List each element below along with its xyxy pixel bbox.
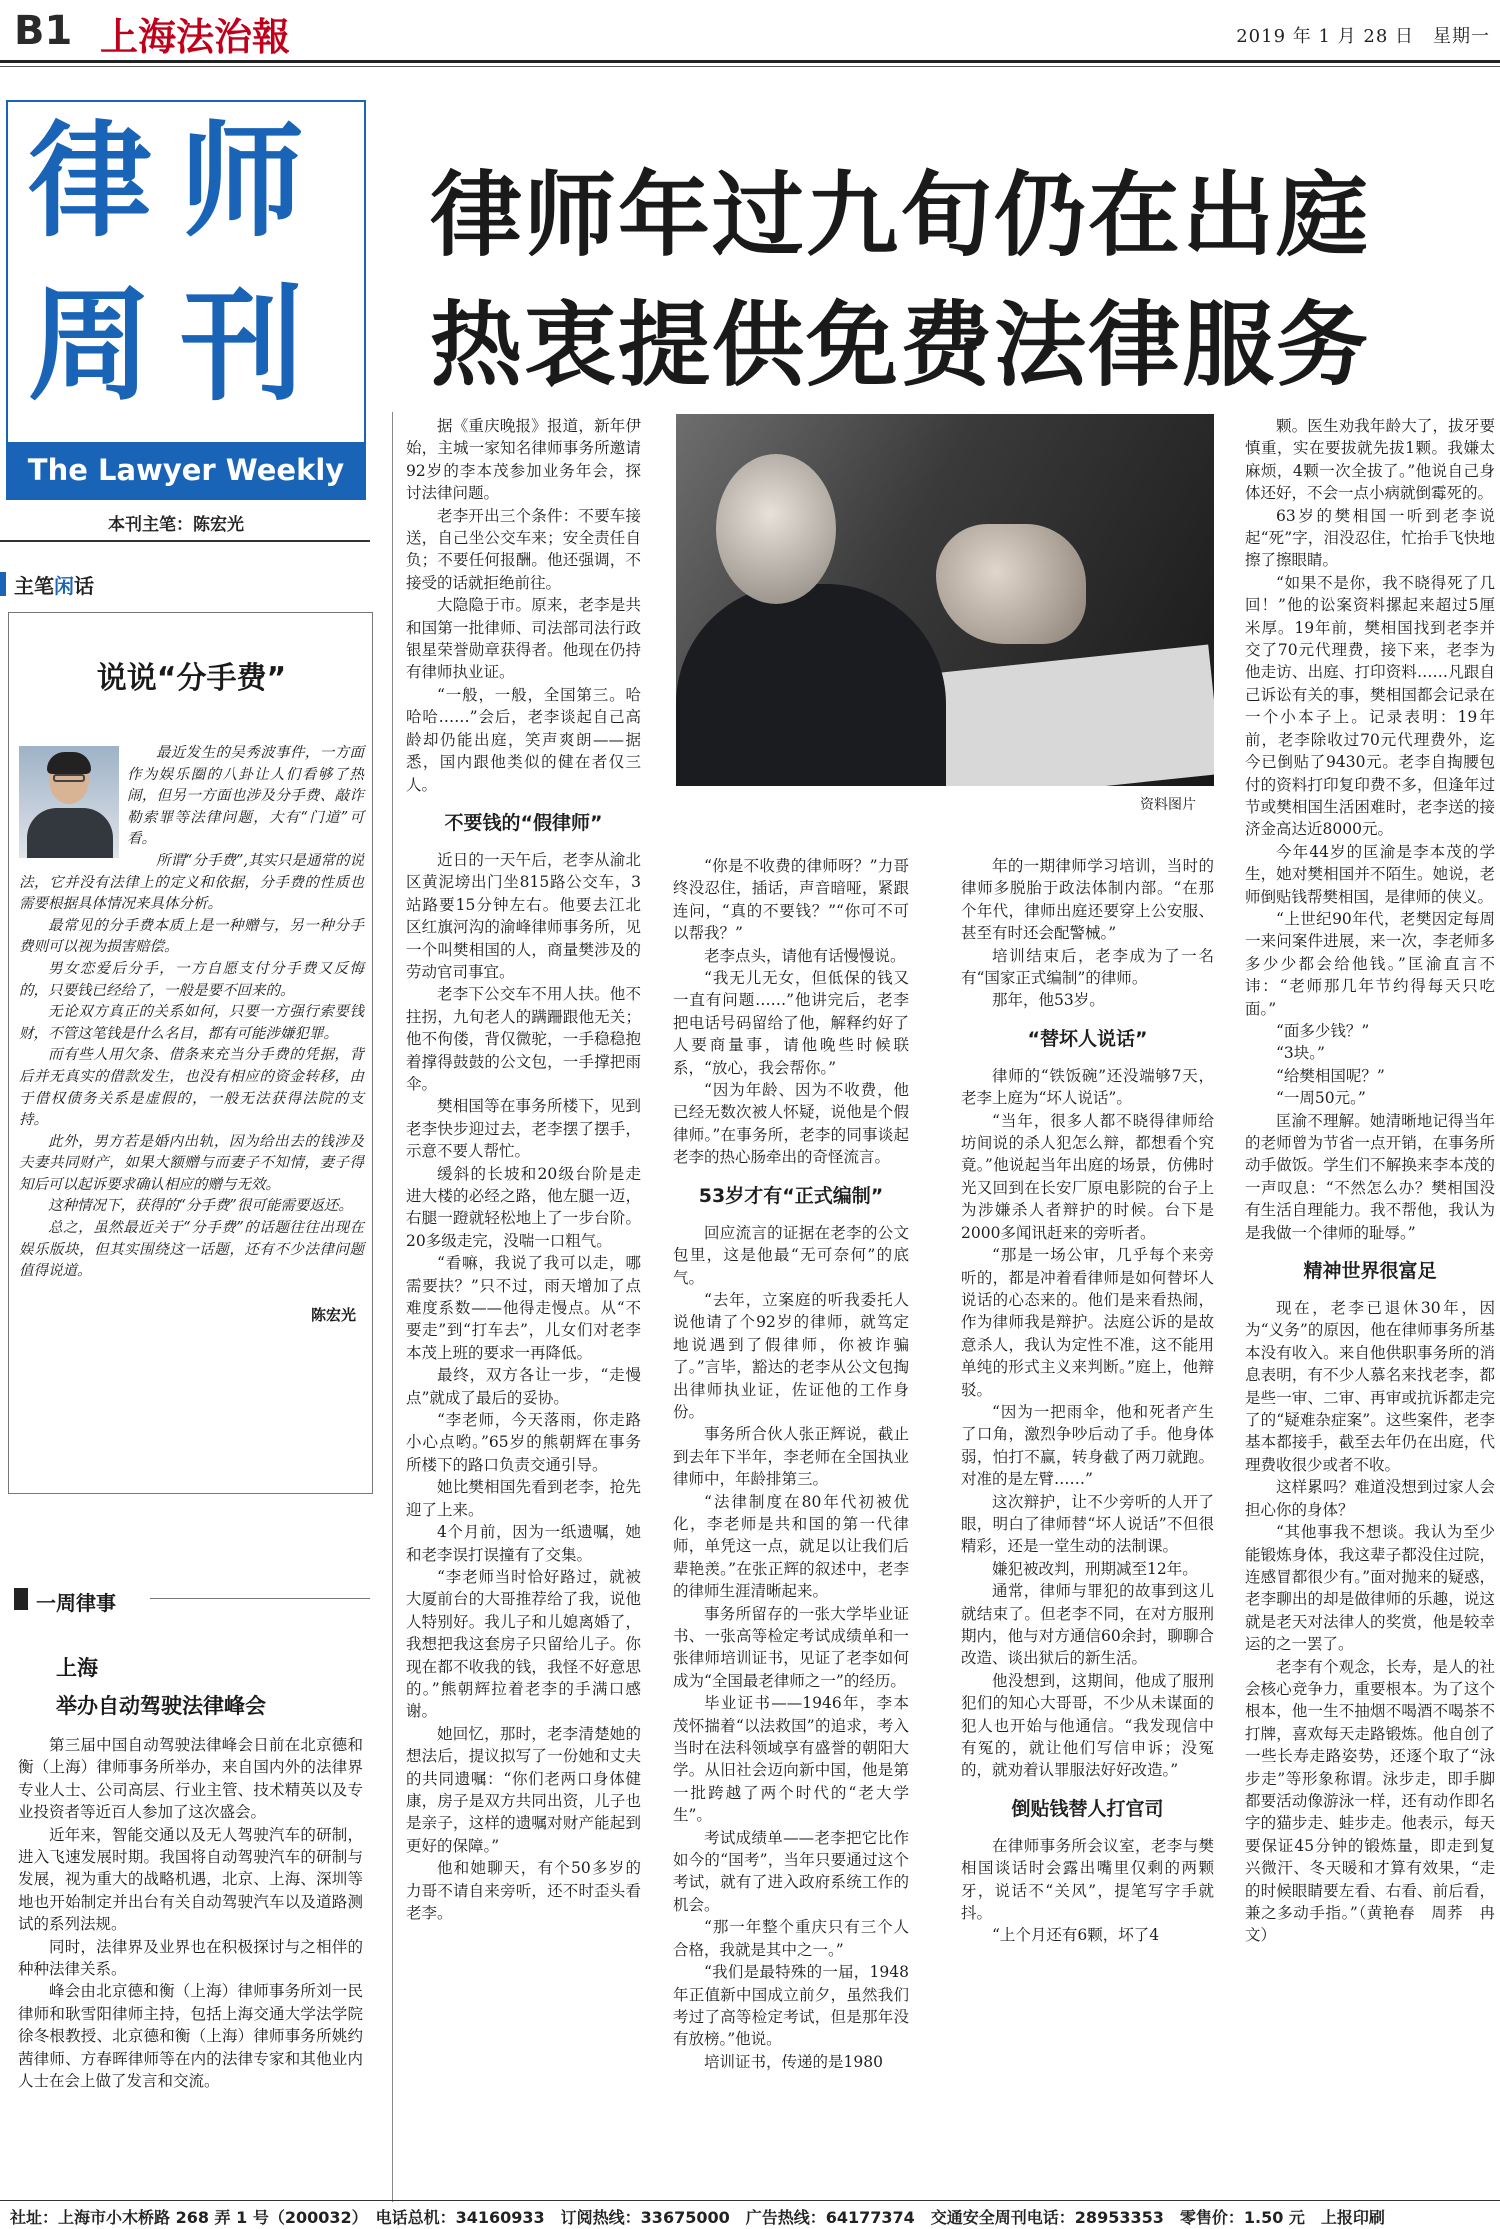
- week-news-title-line1: 上海: [56, 1656, 98, 1680]
- week-news-paragraph: 峰会由北京德和衡（上海）律师事务所刘一民律师和耿雪阳律师主持，包括上海交通大学法学院徐冬根教授、北京德和衡（上海）律师事务所姚约茜律师、方春晖律师等在内的法律专家和其他业内人士在会上做了发言和交流。: [18, 1982, 363, 2091]
- article-paragraph: 回应流言的证据在老李的公文包里，这是他最“无可奈何”的底气。: [673, 1223, 909, 1287]
- editorial-paragraph: 男女恋爱后分手，一方自愿支付分手费又反悔的，只要钱已经给了，一般是要不回来的。: [19, 960, 364, 999]
- editorial-title: 说说“分手费”: [96, 661, 287, 696]
- issue-date: 2019 年 1 月 28 日 星期一: [1236, 26, 1490, 47]
- article-paragraph: “李老师，今天落雨，你走路小心点哟。”65岁的熊朝辉在事务所楼下的路口负责交通引导。: [406, 1411, 641, 1474]
- week-news-tag: 一周律事: [36, 1591, 116, 1615]
- article-paragraph: 那年，他53岁。: [992, 991, 1105, 1010]
- article-paragraph: “那是一场公审，几乎每个来旁听的，都是冲着看律师是如何替坏人说话的心态来的。他们是来看热闹，作为律师我是辩护。法庭公诉的是故意杀人，我认为定性不准，这不能用单纯的形式主义来判断。”庭上，他辩驳。: [961, 1246, 1214, 1399]
- footer-rule: [0, 2200, 1500, 2201]
- article-paragraph: “3块。”: [1276, 1044, 1325, 1063]
- article-paragraph: “我无儿无女，但低保的钱又一直有问题……”他讲完后，老李把电话号码留给了他，解释约好了人要商量事，请他晚些时候联系，“放心，我会帮你。”: [673, 969, 909, 1077]
- article-paragraph: 培训证书，传递的是1980: [704, 2052, 883, 2071]
- week-news-tag-bar: [14, 1588, 28, 1610]
- editorial-paragraph: 无论双方真正的关系如何，只要一方强行索要钱财，不管这笔钱是什么名目，都有可能涉嫌犯罪。: [19, 1004, 364, 1042]
- article-paragraph: 他和她聊天，有个50多岁的力哥不请自来旁听，还不时歪头看老李。: [406, 1859, 641, 1922]
- editorial-paragraph: 最常见的分手费本质上是一种赠与，另一种分手费则可以视为损害赔偿。: [19, 917, 364, 956]
- article-paragraph: 老李开出三个条件：不要车接送，自己坐公交车来；安全责任自负；不要任何报酬。他还强调，不接受的话就拒绝前往。: [406, 506, 641, 592]
- article-paragraph: “上世纪90年代，老樊因定每周一来问案件进展，来一次，李老师多多少少都会给他钱。”匡渝直言不讳：“老师那几年节约得每天只吃面。”: [1245, 909, 1495, 1018]
- article-paragraph: “上个月还有6颗，坏了4: [992, 1926, 1160, 1945]
- article-paragraph: “你是不收费的律师呀？”力哥终没忍住，插话，声音暗哑，紧跟连问，“真的不要钱？”“你可不可以帮我？”: [673, 857, 909, 943]
- editorial-paragraph: 而有些人用欠条、借条来充当分手费的凭据，背后并无真实的借款发生，也没有相应的资金转移，由于借权债务关系是虚假的，一般无法获得法院的支持。: [19, 1047, 364, 1129]
- article-paragraph: “一般，一般，全国第三。哈哈哈……”会后，老李谈起自己高龄却仍能出庭，笑声爽朗——据悉，国内跟他类似的健在者仅三人。: [406, 685, 641, 794]
- footer-info: 社址：上海市小木桥路 268 弄 1 号（200032） 电话总机：34160933 订阅热线：33675000 广告热线：64177374 交通安全周刊电话：28953353 零售价：1.50 元 上报印刷: [10, 2208, 1385, 2227]
- divider: [150, 1598, 370, 1599]
- editorial-paragraph: 这种情况下，获得的“分手费”很可能需要返还。: [48, 1198, 353, 1215]
- article-paragraph: “给樊相国呢？”: [1276, 1066, 1385, 1085]
- article-paragraph: 大隐隐于市。原来，老李是共和国第一批律师、司法部司法行政银星荣誉勋章获得者。他现在仍持有律师执业证。: [406, 596, 641, 682]
- article-paragraph: “我们是最特殊的一届，1948年正值新中国成立前夕，虽然我们考过了高等检定考试，但是那年没有放榜。”他说。: [673, 1963, 909, 2049]
- logo-line2: 周刊: [28, 274, 333, 418]
- article-paragraph: 毕业证书——1946年，李本茂怀揣着“以法救国”的追求，考入当时在法科领域享有盛誉的朝阳大学。从旧社会迈向新中国，他是第一批跨越了两个时代的“老大学生”。: [673, 1694, 909, 1825]
- logo-line1: 律师: [28, 110, 333, 254]
- page-number: B1: [14, 8, 73, 54]
- article-column-4: [1245, 415, 1495, 2197]
- week-news-paragraph: 第三届中国自动驾驶法律峰会日前在北京德和衡（上海）律师事务所举办，来自国内外的法律界专业人士、公司高层、行业主管、技术精英以及专业投资者等近百人参加了这次盛会。: [18, 1736, 363, 1822]
- article-paragraph: 樊相国等在事务所楼下，见到老李快步迎过去，老李摆了摆手，示意不要人帮忙。: [406, 1097, 641, 1161]
- article-paragraph: 近日的一天午后，老李从渝北区黄泥塝出门坐815路公交车，3站路要15分钟左右。他要去江北区红旗河沟的渝峰律师事务所，见一个叫樊相国的人，商量樊涉及的劳动官司事宜。: [406, 850, 641, 981]
- article-paragraph: 年的一期律师学习培训，当时的律师多脱胎于政法体制内部。“在那个年代，律师出庭还要穿上公安服、甚至有时还会配警械。”: [961, 857, 1214, 943]
- subheading: 精神世界很富足: [1303, 1260, 1437, 1283]
- article-paragraph: “看嘛，我说了我可以走，哪需要扶？”只不过，雨天增加了点难度系数——他得走慢点。从“不要走”到“打车去”，儿女们对老李本茂上班的要求一再降低。: [406, 1254, 641, 1362]
- week-news-paragraph: 近年来，智能交通以及无人驾驶汽车的研制，进入飞速发展时期。我国将自动驾驶汽车的研制与发展，视为重大的战略机遇，北京、上海、深圳等地也开始制定并出台有关自动驾驶汽车以及道路测试的系列法规。: [18, 1825, 363, 1934]
- article-paragraph: 最终，双方各让一步，“走慢点”就成了最后的妥协。: [406, 1366, 641, 1407]
- article-paragraph: 他没想到，这期间，他成了服刑犯们的知心大哥哥，不少从未谋面的犯人也开始与他通信。“我发现信中有冤的，就让他们写信申诉；没冤的，就劝着认罪服法好好改造。”: [961, 1671, 1214, 1780]
- article-paragraph: 律师的“铁饭碗”还没端够7天，老李上庭为“坏人说话”。: [961, 1066, 1214, 1108]
- article-paragraph: 考试成绩单——老李把它比作如今的“国考”，当年只要通过这个考试，就有了进入政府系统工作的机会。: [673, 1828, 909, 1914]
- article-paragraph: 匡渝不理解。她清晰地记得当年的老师曾为节省一点开销，在事务所动手做饭。学生们不解换来李本茂的一声叹息：“不然怎么办？樊相国没有生活自理能力。我不帮他，我认为是我做一个律师的耻辱。”: [1245, 1111, 1495, 1242]
- article-paragraph: 这次辩护，让不少旁听的人开了眼，明白了律师替“坏人说话”不但很精彩，还是一堂生动的法制课。: [961, 1492, 1214, 1556]
- article-paragraph: 培训结束后，老李成为了一名有“国家正式编制”的律师。: [961, 946, 1214, 988]
- article-paragraph: 事务所留存的一张大学毕业证书、一张高等检定考试成绩单和一张律师培训证书，见证了老李如何成为“全国最老律师之一”的经历。: [673, 1604, 909, 1690]
- article-paragraph: 老李点头，请他有话慢慢说。: [704, 946, 906, 965]
- article-paragraph: “李老师当时恰好路过，就被大厦前台的大哥推荐给了我，说他人特别好。我儿子和儿媳离婚了，我想把我这套房子只留给儿子。你现在都不收我的钱，我怪不好意思的。”熊朝辉拉着老李的手满口感谢。: [406, 1567, 641, 1721]
- divider: [0, 540, 370, 542]
- article-paragraph: 今年44岁的匡渝是李本茂的学生，她对樊相国并不陌生。她说，老师倒贴钱帮樊相国，是律师的侠义。: [1245, 842, 1495, 906]
- headline-line1: 律师年过九旬仍在出庭: [430, 162, 1371, 269]
- article-paragraph: “一周50元。”: [1276, 1089, 1366, 1108]
- column-divider: [392, 412, 393, 2202]
- article-paragraph: “法律制度在80年代初被优化，李老师是共和国的第一代律师，单凭这一点，就足以让我们后辈艳羡。”在张正辉的叙述中，老李的律师生涯清晰起来。: [673, 1492, 909, 1601]
- article-paragraph: “当年，很多人都不晓得律师给坊间说的杀人犯怎么辩，都想看个究竟。”他说起当年出庭的场景，仿佛时光又回到在长安厂原电影院的台子上为涉嫌杀人者辩护的时候。台下是2000多闻讯赶来的旁听者。: [961, 1111, 1214, 1242]
- masthead: [0, 0, 1500, 62]
- week-news-body: [18, 1734, 363, 2093]
- article-paragraph: “去年，立案庭的听我委托人说他请了个92岁的律师，就笃定地说遇到了假律师，你被诈骗了。”言毕，豁达的老李从公文包掏出律师执业证，佐证他的工作身份。: [673, 1290, 909, 1421]
- headline-line2: 热衷提供免费法律服务: [430, 292, 1371, 399]
- article-paragraph: “那一年整个重庆只有三个人合格，我就是其中之一。”: [673, 1918, 909, 1959]
- subheading: 53岁才有“正式编制”: [698, 1184, 884, 1207]
- chief-editor: 本刊主笔：陈宏光: [108, 515, 244, 535]
- week-news-title-line2: 举办自动驾驶法律峰会: [56, 1694, 266, 1718]
- article-paragraph: 63岁的樊相国一听到老李说起“死”字，泪没忍住，忙抬手飞快地擦了擦眼睛。: [1245, 506, 1495, 570]
- editorial-paragraph: 总之，虽然最近关于“分手费”的话题往往出现在娱乐版块，但其实围绕这一话题，还有不少法律问题值得说道。: [19, 1220, 364, 1280]
- subheading: 倒贴钱替人打官司: [1011, 1797, 1164, 1820]
- article-paragraph: 颗。医生劝我年龄大了，拔牙要慎重，实在要拔就先拔1颗。我嫌太麻烦，4颗一次全拔了。”他说自己身体还好，不会一点小病就倒霉死的。: [1245, 417, 1495, 503]
- subheading: “替坏人说话”: [1027, 1027, 1148, 1050]
- editorial-paragraph: 所谓“分手费”,其实只是通常的说法，它并没有法律上的定义和依据，分手费的性质也需要根据具体情况来具体分析。: [19, 852, 364, 913]
- article-paragraph: 4个月前，因为一纸遗嘱，她和老李误打误撞有了交集。: [406, 1523, 641, 1564]
- article-paragraph: 据《重庆晚报》报道，新年伊始，主城一家知名律师事务所邀请92岁的李本茂参加业务年会，探讨法律问题。: [406, 417, 641, 503]
- article-paragraph: 这样累吗？难道没想到过家人会担心你的身体？: [1245, 1478, 1495, 1519]
- article-paragraph: “因为年龄、因为不收费，他已经无数次被人怀疑，说他是个假律师。”在事务所，老李的同事谈起老李的热心肠牵出的奇怪流言。: [673, 1081, 909, 1167]
- editorial-body: [19, 743, 364, 1283]
- article-paragraph: 现在，老李已退休30年，因为“义务”的原因，他在律师事务所基本没有收入。来自他供职事务所的消息表明，有不少人慕名来找老李，都是些一审、二审、再审或抗诉都走完了的“疑难杂症案”。这些案件，老李基本都接手，截至去年仍在出庭，代理费收很少或者不收。: [1245, 1299, 1495, 1474]
- article-paragraph: 老李下公交车不用人扶。他不拄拐，九旬老人的蹒跚跟他无关；他不佝偻，背仅微驼，一手稳稳抱着撑得鼓鼓的公文包，一手撑把雨伞。: [406, 985, 641, 1093]
- article-paragraph: 缓斜的长坡和20级台阶是走进大楼的必经之路，他左腿一迈，右腿一蹬就轻松地上了一步台阶。20多级走完，没喘一口粗气。: [406, 1164, 641, 1250]
- article-paragraph: “面多少钱？”: [1276, 1021, 1370, 1040]
- logo-english: The Lawyer Weekly: [8, 442, 364, 498]
- newspaper-name: 上海法治報: [100, 14, 291, 59]
- editorial-paragraph: 最近发生的吴秀波事件，一方面作为娱乐圈的八卦让人们看够了热闹，但另一方面也涉及分手费、敲诈勒索罪等法律问题，大有“门道”可看。: [127, 745, 364, 848]
- article-photo: [676, 414, 1214, 786]
- article-paragraph: 她回忆，那时，老李清楚她的想法后，提议拟写了一份她和丈夫的共同遗嘱：“你们老两口身体健康，房子是双方共同出资，儿子也是亲子，这样的遗嘱对财产能起到更好的保障。”: [406, 1724, 641, 1855]
- masthead-rule-thin: [0, 66, 1500, 67]
- article-paragraph: 老李有个观念，长寿，是人的社会核心竞争力，重要根本。为了这个根本，他一生不抽烟不喝酒不喝茶不打牌，喜欢每天走路锻炼。他自创了一些长寿走路姿势，还逐个取了“泳步走”等形象称谓。泳步走，即手脚都要活动像游泳一样，还有动作即名字的猫步走、蛙步走。他表示，每天要保证45分钟的锻炼量，即走到复兴微汗、冬天暖和才算有效果，“走的时候眼睛要左看、右看、前后看，兼之多动手指。”（黄艳春 周荞 冉文）: [1245, 1657, 1495, 1945]
- article-column-3: [961, 855, 1214, 2197]
- article-column-1: [406, 415, 641, 2197]
- article-paragraph: “其他事我不想谈。我认为至少能锻炼身体，我这辈子都没住过院，连感冒都很少有。”面对抛来的疑惑，老李聊出的却是做律师的乐趣，说这就是老天对法律人的奖赏，他是较幸运的之一罢了。: [1245, 1523, 1495, 1654]
- editorial-tag-bar: [0, 572, 6, 596]
- article-paragraph: 通常，律师与罪犯的故事到这儿就结束了。但老李不同，在对方服刑期内，他与对方通信60余封，聊聊合改造、谈出狱后的新生活。: [961, 1582, 1214, 1668]
- article-paragraph: 嫌犯被改判，刑期减至12年。: [992, 1559, 1198, 1578]
- editorial-author: 陈宏光: [310, 1306, 356, 1324]
- editorial-box: [8, 612, 373, 1494]
- editorial-tag: [14, 570, 94, 599]
- week-news-paragraph: 同时，法律界及业界也在积极探讨与之相伴的种种法律关系。: [18, 1937, 363, 1979]
- article-column-2: [673, 855, 909, 2197]
- editorial-tag-pre: 主笔: [14, 574, 54, 598]
- article-paragraph: 她比樊相国先看到老李，抢先迎了上来。: [406, 1478, 641, 1519]
- editorial-tag-mid: 闲: [54, 574, 74, 598]
- article-paragraph: “因为一把雨伞，他和死者产生了口角，激烈争吵后动了手。他身体弱，怕打不赢，转身截了两刀就跑。对准的是左臂……”: [961, 1402, 1214, 1489]
- editorial-paragraph: 此外，男方若是婚内出轨，因为给出去的钱涉及夫妻共同财产，如果大额赠与而妻子不知情，妻子得知后可以起诉要求确认相应的赠与无效。: [19, 1133, 364, 1193]
- photo-caption: 资料图片: [1140, 797, 1196, 813]
- article-paragraph: 在律师事务所会议室，老李与樊相国谈话时会露出嘴里仅剩的两颗牙，说话不“关风”，提笔写字手就抖。: [961, 1836, 1214, 1923]
- subheading: 不要钱的“假律师”: [444, 811, 603, 834]
- section-logo: [6, 100, 366, 500]
- article-paragraph: 事务所合伙人张正辉说，截止到去年下半年，李老师在全国执业律师中，年龄排第三。: [673, 1425, 909, 1489]
- editorial-tag-post: 话: [74, 574, 94, 598]
- article-paragraph: “如果不是你，我不晓得死了几回！”他的讼案资料摞起来超过5厘米厚。19年前，樊相国找到老李并交了70元代理费，接下来，老李为他走访、出庭、打印资料……凡跟自己诉讼有关的事，樊相国都会记录在一个小本子上。记录表明：19年前，老李除收过70元代理费外，迄今已倒贴了9430元。老李自掏腰包付的资料打印复印费不多，但逢年过节或樊相国生活困难时，老李送的接济金高达近8000元。: [1245, 573, 1495, 839]
- masthead-rule: [0, 60, 1500, 63]
